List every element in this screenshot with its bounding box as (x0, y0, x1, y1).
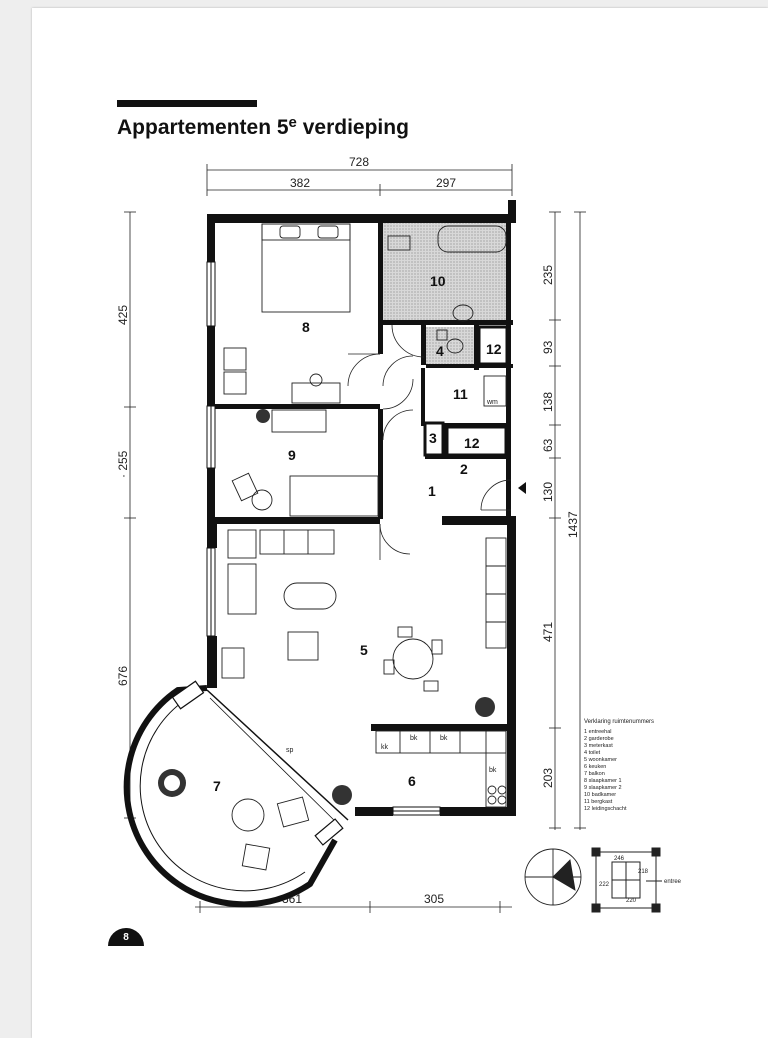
legend-item: 1 entreehal (584, 729, 612, 735)
room-1: 1 (428, 483, 436, 499)
room-11: 11 (453, 386, 468, 402)
room-5: 5 (360, 642, 368, 658)
dim-left-1: 425 (116, 304, 130, 325)
legend-item: 9 slaapkamer 2 (584, 785, 622, 791)
dimension-lines (124, 164, 586, 913)
title-main: Appartementen 5 (117, 116, 289, 139)
room-8: 8 (302, 319, 310, 335)
title-superscript: e (288, 114, 297, 131)
title-rest: verdieping (296, 116, 409, 139)
dim-right-3: 138 (541, 391, 555, 412)
legend-item: 5 woonkamer (584, 757, 618, 763)
legend-item: 12 leidingschacht (584, 806, 627, 812)
key-plan-218: 218 (638, 869, 649, 875)
legend-item: 8 slaapkamer 1 (584, 778, 622, 784)
room-10: 10 (430, 273, 446, 289)
dim-top-total: 728 (349, 155, 370, 169)
dim-left-2: · 255 (116, 450, 130, 478)
key-plan-entree: entree (664, 879, 682, 885)
dim-right-2: 93 (541, 340, 555, 354)
room-12-upper: 12 (486, 341, 502, 357)
room-6: 6 (408, 773, 416, 789)
dim-top-left: 382 (290, 176, 311, 190)
orientation-symbol (525, 849, 581, 905)
room-2: 2 (460, 461, 468, 477)
legend-item: 10 badkamer (584, 792, 617, 798)
balcony (127, 681, 348, 904)
dim-right-total: 1437 (566, 511, 580, 538)
legend-item: 11 bergkast (584, 799, 613, 805)
legend-item: 6 keuken (584, 764, 607, 770)
key-plan-246: 246 (614, 856, 625, 862)
fixture-wm: wm (487, 399, 498, 406)
bathroom-floor (383, 222, 511, 322)
room-12-lower: 12 (464, 435, 480, 451)
key-plan-220: 220 (626, 898, 637, 904)
page-number-badge: 8 (108, 928, 144, 946)
key-plan-222: 222 (599, 882, 610, 888)
fixture-bk-2: bk (440, 735, 448, 742)
dim-bottom-right: 305 (424, 892, 445, 906)
dim-left-3: 676 (116, 665, 130, 686)
room-7: 7 (213, 778, 221, 794)
fixture-bk-1: bk (410, 735, 418, 742)
dim-right-6: 471 (541, 621, 555, 642)
furniture (222, 224, 506, 870)
dim-right-7: 203 (541, 767, 555, 788)
entrance-arrow (518, 482, 526, 494)
dim-top-right: 297 (436, 176, 457, 190)
fixture-bk-3: bk (489, 767, 497, 774)
legend-item: 2 garderobe (584, 736, 614, 742)
room-legend (584, 719, 694, 813)
fixture-sp: sp (286, 747, 294, 754)
legend-item: 3 meterkast (584, 743, 613, 749)
dim-bottom-left: 361 (282, 892, 303, 906)
dim-right-5: 130 (541, 481, 555, 502)
room-9: 9 (288, 447, 296, 463)
dim-right-4: 63 (541, 438, 555, 452)
dim-right-1: 235 (541, 264, 555, 285)
windows (207, 262, 440, 815)
fixture-kk: kk (381, 744, 388, 751)
toilet-floor (426, 327, 476, 365)
room-3: 3 (429, 430, 437, 446)
legend-title: Verklaring ruimtenummers (584, 719, 655, 725)
legend-item: 4 toilet (584, 750, 601, 756)
room-4: 4 (436, 343, 444, 359)
legend-item: 7 balkon (584, 771, 605, 777)
